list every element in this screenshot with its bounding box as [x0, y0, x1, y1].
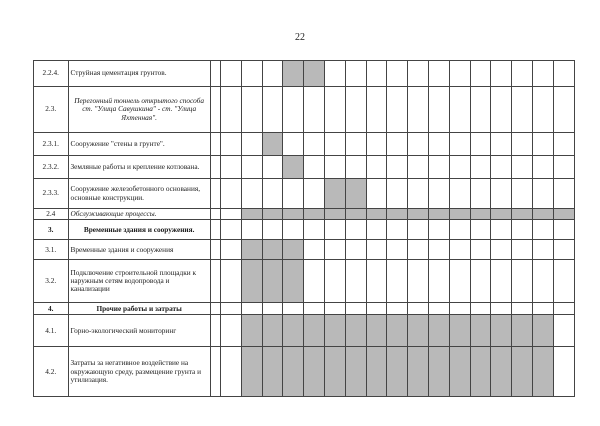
- timeline-cell-active: [262, 260, 283, 303]
- timeline-cell: [491, 87, 512, 133]
- timeline-cell-active: [304, 61, 325, 87]
- timeline-cell-active: [366, 209, 387, 220]
- timeline-cell-active: [366, 315, 387, 347]
- timeline-spacer-cell: [210, 303, 220, 315]
- timeline-cell: [553, 156, 574, 179]
- timeline-cell: [283, 220, 304, 240]
- timeline-cell: [241, 179, 262, 209]
- page-number: 22: [295, 32, 305, 43]
- timeline-cell-active: [345, 179, 366, 209]
- timeline-cell: [220, 209, 241, 220]
- timeline-cell: [324, 260, 345, 303]
- timeline-spacer-cell: [210, 260, 220, 303]
- timeline-cell: [512, 260, 533, 303]
- timeline-cell: [533, 303, 554, 315]
- timeline-cell: [533, 179, 554, 209]
- timeline-cell: [283, 87, 304, 133]
- timeline-cell-active: [408, 347, 429, 397]
- timeline-cell: [345, 61, 366, 87]
- timeline-cell: [429, 156, 450, 179]
- timeline-cell-active: [262, 209, 283, 220]
- timeline-cell: [512, 133, 533, 156]
- timeline-cell-active: [387, 315, 408, 347]
- timeline-cell-active: [241, 315, 262, 347]
- timeline-cell: [366, 260, 387, 303]
- table-row: [34, 220, 575, 240]
- row-description: Прочие работы и затраты: [68, 303, 210, 315]
- timeline-cell-active: [262, 133, 283, 156]
- table-row: [34, 133, 575, 156]
- timeline-cell: [324, 240, 345, 260]
- table-row: [34, 61, 575, 87]
- timeline-cell: [470, 133, 491, 156]
- timeline-cell: [491, 133, 512, 156]
- timeline-cell: [220, 220, 241, 240]
- timeline-cell-active: [324, 315, 345, 347]
- timeline-spacer-cell: [210, 133, 220, 156]
- timeline-spacer-cell: [210, 61, 220, 87]
- timeline-spacer-cell: [210, 315, 220, 347]
- timeline-cell-active: [262, 240, 283, 260]
- row-number: 2.3.2.: [34, 156, 69, 179]
- timeline-cell: [324, 303, 345, 315]
- row-description: Струйная цементация грунтов.: [68, 61, 210, 87]
- timeline-cell: [533, 87, 554, 133]
- row-number: 3.2.: [34, 260, 69, 303]
- timeline-cell-active: [491, 315, 512, 347]
- timeline-cell-active: [470, 347, 491, 397]
- table-row: [34, 156, 575, 179]
- timeline-cell: [491, 303, 512, 315]
- timeline-cell: [387, 303, 408, 315]
- timeline-cell: [283, 179, 304, 209]
- timeline-cell: [429, 260, 450, 303]
- timeline-cell: [304, 156, 325, 179]
- timeline-cell: [262, 220, 283, 240]
- timeline-cell-active: [283, 61, 304, 87]
- timeline-cell: [345, 220, 366, 240]
- timeline-cell: [220, 240, 241, 260]
- timeline-cell: [512, 156, 533, 179]
- timeline-cell: [553, 61, 574, 87]
- timeline-cell-active: [324, 209, 345, 220]
- timeline-cell: [262, 156, 283, 179]
- timeline-spacer-cell: [210, 209, 220, 220]
- timeline-cell: [345, 87, 366, 133]
- timeline-cell: [408, 303, 429, 315]
- timeline-cell-active: [241, 260, 262, 303]
- timeline-cell: [553, 347, 574, 397]
- timeline-cell-active: [241, 240, 262, 260]
- timeline-cell-active: [345, 315, 366, 347]
- timeline-cell-active: [262, 315, 283, 347]
- timeline-cell-active: [283, 315, 304, 347]
- timeline-spacer-cell: [210, 220, 220, 240]
- timeline-cell: [533, 133, 554, 156]
- timeline-cell-active: [429, 347, 450, 397]
- row-description: Сооружение железобетонного основания, основные конструкции.: [68, 179, 210, 209]
- timeline-cell: [387, 87, 408, 133]
- timeline-cell: [387, 156, 408, 179]
- timeline-cell: [304, 260, 325, 303]
- row-number: 3.1.: [34, 240, 69, 260]
- timeline-cell: [387, 260, 408, 303]
- timeline-cell: [449, 303, 470, 315]
- timeline-cell-active: [241, 209, 262, 220]
- timeline-cell: [241, 156, 262, 179]
- table-row: [34, 315, 575, 347]
- timeline-cell: [220, 156, 241, 179]
- row-number: 4.1.: [34, 315, 69, 347]
- timeline-cell-active: [241, 347, 262, 397]
- timeline-cell-active: [429, 209, 450, 220]
- timeline-cell: [220, 303, 241, 315]
- timeline-cell-active: [491, 209, 512, 220]
- timeline-cell: [220, 347, 241, 397]
- timeline-cell: [366, 61, 387, 87]
- timeline-cell: [533, 240, 554, 260]
- timeline-cell: [241, 61, 262, 87]
- timeline-cell-active: [283, 156, 304, 179]
- timeline-cell: [449, 240, 470, 260]
- timeline-cell: [533, 260, 554, 303]
- timeline-cell-active: [491, 347, 512, 397]
- timeline-cell-active: [429, 315, 450, 347]
- timeline-cell: [283, 303, 304, 315]
- timeline-cell: [553, 220, 574, 240]
- table-row: [34, 240, 575, 260]
- table-row: [34, 260, 575, 303]
- timeline-cell: [470, 303, 491, 315]
- row-description: Сооружение "стены в грунте".: [68, 133, 210, 156]
- timeline-cell: [429, 61, 450, 87]
- row-description: Земляные работы и крепление котлована.: [68, 156, 210, 179]
- timeline-cell-active: [449, 347, 470, 397]
- timeline-cell: [241, 133, 262, 156]
- timeline-cell: [491, 156, 512, 179]
- row-number: 4.: [34, 303, 69, 315]
- timeline-cell: [533, 156, 554, 179]
- timeline-cell: [408, 61, 429, 87]
- row-description: Временные здания и сооружения: [68, 240, 210, 260]
- timeline-cell: [408, 87, 429, 133]
- timeline-cell-active: [283, 260, 304, 303]
- timeline-cell: [262, 179, 283, 209]
- timeline-cell-active: [553, 209, 574, 220]
- timeline-cell-active: [533, 315, 554, 347]
- timeline-cell: [553, 87, 574, 133]
- timeline-cell: [491, 61, 512, 87]
- timeline-cell: [324, 87, 345, 133]
- timeline-cell: [220, 315, 241, 347]
- timeline-cell-active: [470, 209, 491, 220]
- timeline-cell: [345, 303, 366, 315]
- timeline-cell: [366, 156, 387, 179]
- timeline-cell: [304, 87, 325, 133]
- timeline-cell: [345, 260, 366, 303]
- timeline-cell: [220, 260, 241, 303]
- timeline-cell: [429, 220, 450, 240]
- timeline-cell: [449, 61, 470, 87]
- timeline-cell: [470, 61, 491, 87]
- table-row: [34, 87, 575, 133]
- row-number: 2.2.4.: [34, 61, 69, 87]
- timeline-cell: [387, 61, 408, 87]
- timeline-cell: [262, 61, 283, 87]
- row-description: Перегонный тоннель открытого способа ст. "Улица Савушкина" - ст. "Улица Яхтенная".: [68, 87, 210, 133]
- table-row: [34, 303, 575, 315]
- timeline-cell-active: [304, 315, 325, 347]
- timeline-cell-active: [533, 347, 554, 397]
- timeline-cell: [387, 240, 408, 260]
- row-number: 2.4: [34, 209, 69, 220]
- table-row: [34, 209, 575, 220]
- timeline-cell-active: [512, 347, 533, 397]
- timeline-cell-active: [324, 347, 345, 397]
- timeline-cell: [512, 240, 533, 260]
- row-number: 3.: [34, 220, 69, 240]
- timeline-cell: [366, 133, 387, 156]
- row-number: 4.2.: [34, 347, 69, 397]
- row-description: Подключение строительной площадки к наружным сетям водопровода и канализации: [68, 260, 210, 303]
- timeline-cell: [408, 156, 429, 179]
- timeline-cell-active: [449, 315, 470, 347]
- timeline-cell-active: [324, 179, 345, 209]
- row-number: 2.3.1.: [34, 133, 69, 156]
- timeline-cell: [449, 87, 470, 133]
- timeline-cell: [553, 240, 574, 260]
- timeline-cell: [512, 220, 533, 240]
- timeline-cell: [512, 179, 533, 209]
- timeline-cell: [470, 260, 491, 303]
- timeline-cell-active: [387, 209, 408, 220]
- timeline-cell-active: [408, 209, 429, 220]
- timeline-cell-active: [408, 315, 429, 347]
- timeline-cell: [408, 133, 429, 156]
- timeline-cell-active: [512, 209, 533, 220]
- timeline-cell: [408, 260, 429, 303]
- timeline-cell: [345, 133, 366, 156]
- timeline-cell: [470, 179, 491, 209]
- timeline-cell-active: [283, 347, 304, 397]
- timeline-cell: [366, 87, 387, 133]
- row-description: Обслуживающие процессы.: [68, 209, 210, 220]
- table-row: [34, 347, 575, 397]
- row-description: Горно-экологический мониторинг: [68, 315, 210, 347]
- timeline-cell: [241, 303, 262, 315]
- timeline-cell: [366, 179, 387, 209]
- timeline-cell-active: [366, 347, 387, 397]
- timeline-cell-active: [512, 315, 533, 347]
- timeline-cell: [220, 179, 241, 209]
- timeline-cell: [553, 260, 574, 303]
- timeline-cell: [220, 87, 241, 133]
- timeline-cell-active: [304, 209, 325, 220]
- timeline-cell-active: [449, 209, 470, 220]
- timeline-cell: [283, 133, 304, 156]
- timeline-cell: [304, 303, 325, 315]
- timeline-cell: [553, 303, 574, 315]
- row-number: 2.3.: [34, 87, 69, 133]
- timeline-cell: [387, 179, 408, 209]
- timeline-cell: [449, 133, 470, 156]
- timeline-cell: [241, 87, 262, 133]
- timeline-cell: [408, 179, 429, 209]
- timeline-cell: [512, 303, 533, 315]
- timeline-cell: [304, 133, 325, 156]
- timeline-cell-active: [262, 347, 283, 397]
- timeline-cell: [408, 240, 429, 260]
- timeline-cell: [304, 220, 325, 240]
- timeline-cell: [366, 220, 387, 240]
- timeline-cell: [345, 156, 366, 179]
- timeline-cell: [262, 303, 283, 315]
- timeline-spacer-cell: [210, 156, 220, 179]
- timeline-cell: [491, 260, 512, 303]
- timeline-cell: [429, 240, 450, 260]
- timeline-cell: [429, 303, 450, 315]
- timeline-spacer-cell: [210, 347, 220, 397]
- timeline-cell-active: [345, 209, 366, 220]
- timeline-cell: [324, 61, 345, 87]
- timeline-cell-active: [387, 347, 408, 397]
- timeline-cell: [408, 220, 429, 240]
- timeline-cell-active: [283, 240, 304, 260]
- timeline-cell: [324, 133, 345, 156]
- timeline-cell: [262, 87, 283, 133]
- timeline-cell: [220, 133, 241, 156]
- timeline-cell: [512, 87, 533, 133]
- timeline-cell-active: [283, 209, 304, 220]
- timeline-cell-active: [533, 209, 554, 220]
- timeline-cell: [470, 156, 491, 179]
- timeline-cell: [470, 240, 491, 260]
- timeline-cell-active: [470, 315, 491, 347]
- timeline-cell: [470, 220, 491, 240]
- timeline-cell: [241, 220, 262, 240]
- timeline-cell: [429, 179, 450, 209]
- timeline-cell: [553, 179, 574, 209]
- timeline-cell: [345, 240, 366, 260]
- work-schedule-table: [33, 60, 575, 397]
- timeline-cell: [324, 220, 345, 240]
- timeline-spacer-cell: [210, 87, 220, 133]
- timeline-cell: [533, 61, 554, 87]
- timeline-cell: [366, 240, 387, 260]
- timeline-cell: [220, 61, 241, 87]
- timeline-cell-active: [304, 347, 325, 397]
- row-description: Затраты за негативное воздействие на окружающую среду, размещение грунта и утилизация.: [68, 347, 210, 397]
- timeline-cell: [491, 220, 512, 240]
- timeline-cell: [304, 240, 325, 260]
- timeline-cell: [449, 220, 470, 240]
- timeline-cell: [429, 133, 450, 156]
- timeline-cell: [366, 303, 387, 315]
- timeline-cell: [553, 133, 574, 156]
- timeline-cell: [449, 260, 470, 303]
- table-row: [34, 179, 575, 209]
- timeline-cell: [387, 133, 408, 156]
- timeline-cell: [491, 179, 512, 209]
- timeline-cell: [324, 156, 345, 179]
- row-number: 2.3.3.: [34, 179, 69, 209]
- timeline-spacer-cell: [210, 240, 220, 260]
- timeline-cell: [470, 87, 491, 133]
- timeline-cell: [304, 179, 325, 209]
- timeline-cell-active: [345, 347, 366, 397]
- timeline-spacer-cell: [210, 179, 220, 209]
- timeline-cell: [533, 220, 554, 240]
- timeline-cell: [449, 156, 470, 179]
- timeline-cell: [553, 315, 574, 347]
- timeline-cell: [512, 61, 533, 87]
- row-description: Временные здания и сооружения.: [68, 220, 210, 240]
- timeline-cell: [387, 220, 408, 240]
- timeline-cell: [449, 179, 470, 209]
- timeline-cell: [491, 240, 512, 260]
- timeline-cell: [429, 87, 450, 133]
